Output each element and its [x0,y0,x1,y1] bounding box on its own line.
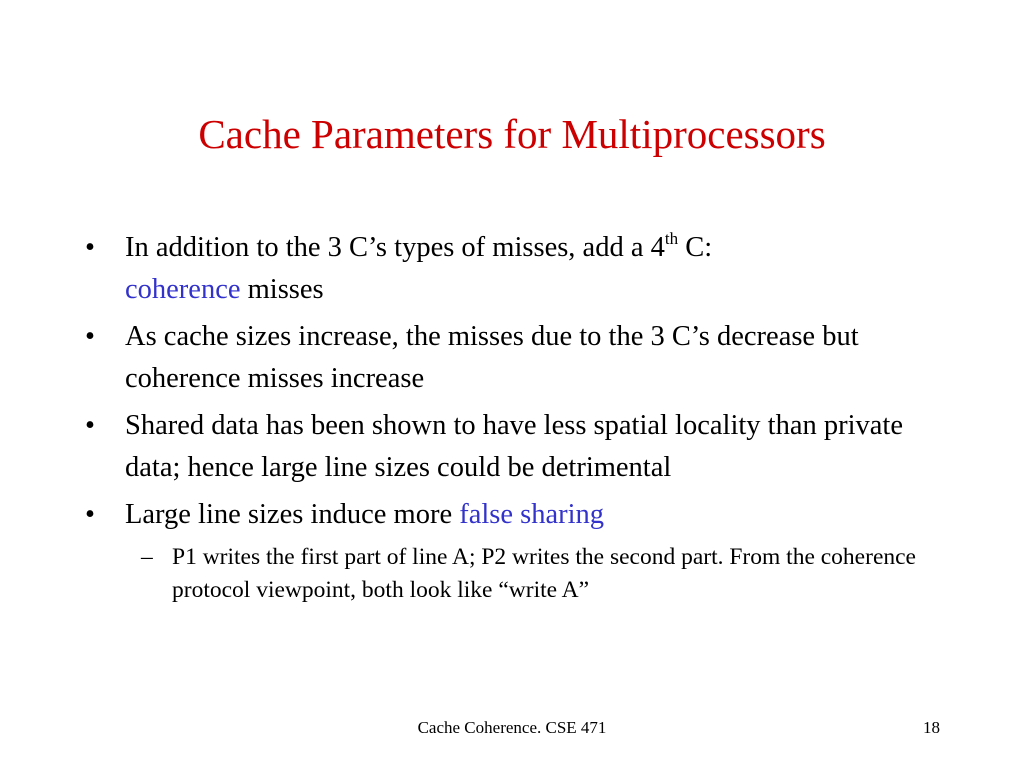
superscript-text: th [664,229,679,248]
bullet-marker: • [85,499,95,530]
bullet-marker: • [85,321,95,352]
footer-page-number: 18 [923,718,940,737]
bullet-text: In addition to the 3 C’s types of misses, add a 4 [125,232,665,263]
sub-bullet-text: P1 writes the first part of line A; P2 writes the second part. From the coherence protocol viewpoint, both look like “write A” [172,544,916,603]
bullet-text: Shared data has been shown to have less spatial locality than private data; hence large line sizes could be detrimental [125,410,903,483]
bullet-item [83,227,943,311]
bullet-item [83,316,943,400]
highlighted-term: false sharing [459,499,605,530]
bullet-marker: • [85,232,95,263]
bullet-item [83,405,943,489]
sub-bullet-item [83,541,943,607]
bullet-text: As cache sizes increase, the misses due to the 3 C’s decrease but coherence misses increase [125,321,859,394]
bullet-list [83,227,943,607]
bullet-text: misses [240,274,324,305]
bullet-text: Large line sizes induce more [125,499,460,530]
bullet-marker: • [85,410,95,441]
bullet-text: C: [678,232,713,263]
sub-bullet-marker: – [141,544,153,570]
highlighted-term: coherence [125,274,241,305]
bullet-item [83,494,943,536]
slide-title: Cache Parameters for Multiprocessors [198,111,826,157]
footer-course-label: Cache Coherence. CSE 471 [417,718,607,737]
